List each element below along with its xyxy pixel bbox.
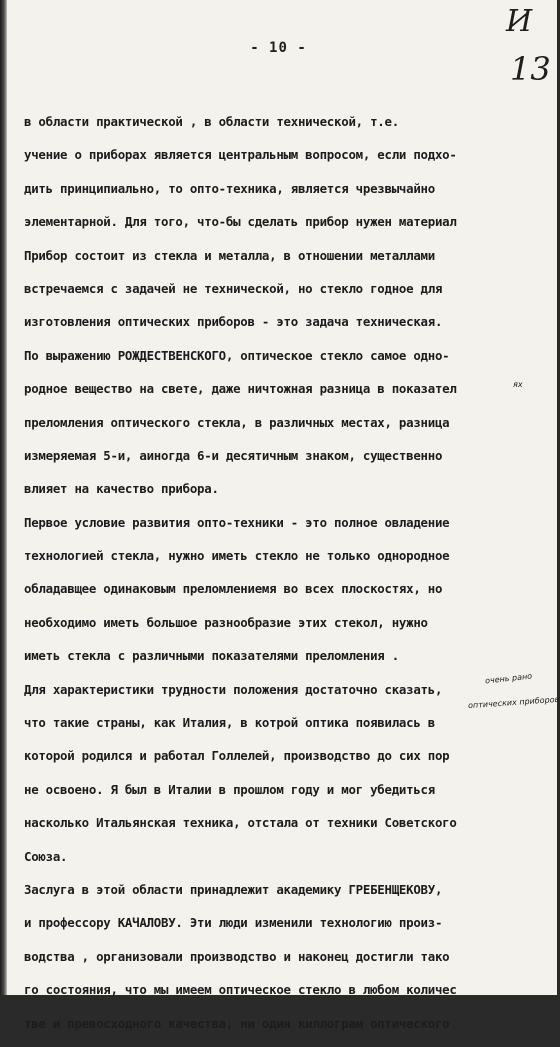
handwritten-insertion-note: оптических приборов: [467, 694, 560, 711]
text-line: влияет на качество прибора.: [24, 481, 219, 497]
text-line: измеряемая 5-и, аиногда 6-и десятичным знаком, существенно: [24, 447, 443, 463]
handwritten-margin-note: ях: [513, 380, 523, 389]
text-line: и профессору КАЧАЛОВУ. Эти люди изменили технологию произ-: [24, 915, 443, 931]
typed-text-body: [24, 112, 524, 1047]
text-line: По выражению РОЖДЕСТВЕНСКОГО, оптическое стекло самое одно-: [24, 347, 450, 363]
text-line: изготовления оптических приборов - это задача техническая.: [24, 314, 443, 330]
text-line: родное вещество на свете, даже ничтожная разница в показател: [24, 381, 457, 397]
text-line: Прибор состоит из стекла и металла, в отношении металлами: [24, 247, 435, 263]
text-line: Первое условие развития опто-техники - это полное овладение: [24, 514, 450, 530]
text-line: преломления оптического стекла, в различных местах, разница: [24, 414, 450, 430]
text-line: встречаемся с задачей не технической, но стекло годное для: [24, 280, 443, 296]
text-line: го состояния, что мы имеем оптическое стекло в любом количес: [24, 982, 457, 998]
text-line: Заслуга в этой области принадлежит академику ГРЕБЕНЩЕКОВУ,: [24, 881, 443, 897]
page-number: - 10 -: [250, 40, 307, 56]
text-line: Союза.: [24, 848, 68, 864]
text-line: Для характеристики трудности положения достаточно сказать,: [24, 681, 443, 697]
scan-binding-edge: [0, 0, 7, 995]
text-line: необходимо иметь большое разнообразие этих стекол, нужно: [24, 614, 428, 630]
handwritten-insertion-note: очень рано: [484, 671, 533, 686]
text-line: тве и превосходного качества, ни один киллограм оптического: [24, 1015, 450, 1031]
text-line: водства , организовали производство и наконец достигли тако: [24, 948, 450, 964]
text-line: что такие страны, как Италия, в котрой оптика появилась в: [24, 715, 435, 731]
archive-mark-letter: И: [506, 4, 533, 39]
text-line: технологией стекла, нужно иметь стекло не только однородное: [24, 548, 450, 564]
text-line: насколько Итальянская техника, отстала от техники Советского: [24, 815, 457, 831]
text-line: которой родился и работал Голлелей, производство до сих пор: [24, 748, 450, 764]
text-line: учение о приборах является центральным вопросом, если подхо-: [24, 147, 457, 163]
text-line: иметь стекла с различными показателями преломления .: [24, 648, 399, 664]
text-line: дить принципиально, то опто-техника, является чрезвычайно: [24, 180, 435, 196]
text-line: в области практической , в области технической, т.е.: [24, 114, 399, 129]
text-line: обладавщее одинаковым преломлениемя во всех плоскостях, но: [24, 581, 443, 597]
text-line: элементарной. Для того, что-бы сделать прибор нужен материал: [24, 214, 457, 230]
archive-sheet-number: 13: [510, 50, 551, 88]
text-line: не освоено. Я был в Италии в прошлом году и мог убедиться: [24, 781, 435, 797]
